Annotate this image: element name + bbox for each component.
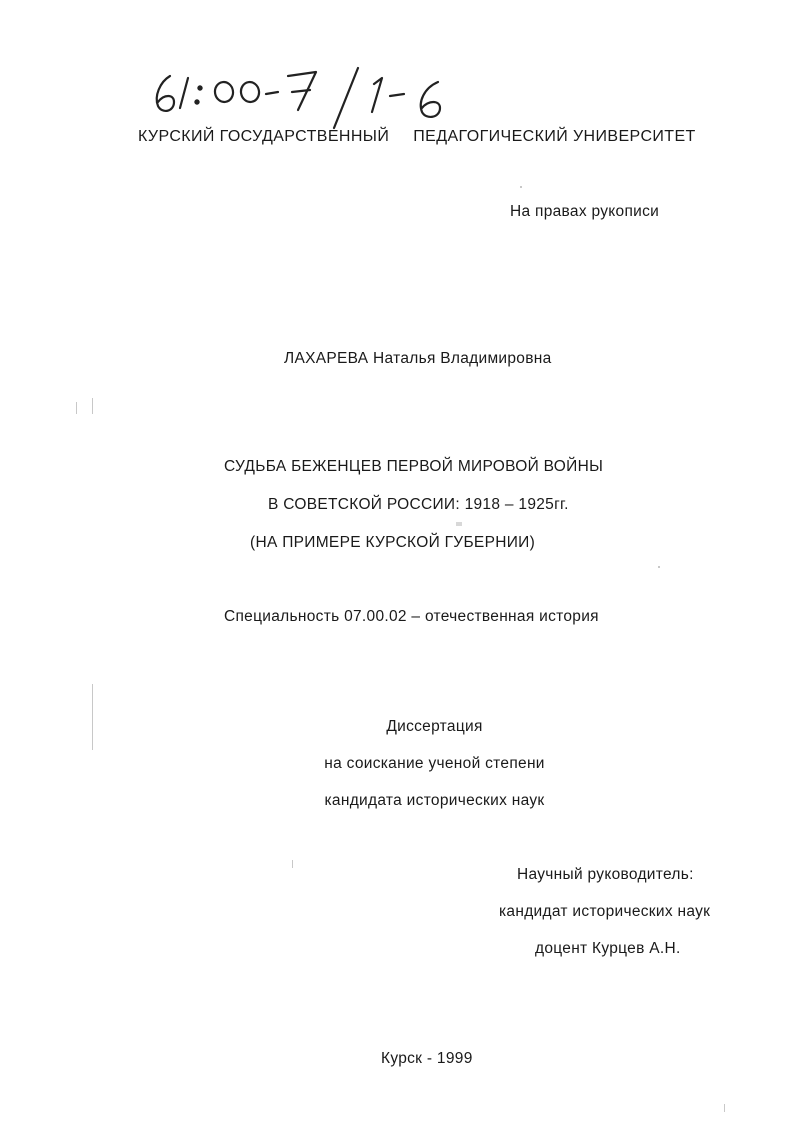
rights-note: На правах рукописи: [510, 203, 660, 220]
scan-speck: [92, 684, 93, 750]
title-line-1: СУДЬБА БЕЖЕНЦЕВ ПЕРВОЙ МИРОВОЙ ВОЙНЫ: [224, 458, 604, 475]
dissertation-line-2: на соискание ученой степени: [324, 755, 545, 772]
scan-speck: [724, 1104, 725, 1112]
supervisor-label: Научный руководитель:: [517, 866, 694, 883]
dissertation-line-1: Диссертация: [386, 718, 483, 735]
scan-speck: [658, 566, 660, 568]
institution-name: [138, 128, 696, 146]
supervisor-name: доцент Курцев А.Н.: [535, 940, 681, 957]
institution-name-part1: КУРСКИЙ ГОСУДАРСТВЕННЫЙ: [138, 128, 390, 145]
title-line-3: (НА ПРИМЕРЕ КУРСКОЙ ГУБЕРНИИ): [250, 534, 536, 551]
scan-speck: [92, 398, 93, 414]
author-name: ЛАХАРЕВА Наталья Владимировна: [284, 350, 552, 367]
scan-speck: [520, 186, 522, 188]
specialty: Специальность 07.00.02 – отечественная история: [224, 608, 599, 625]
dissertation-line-3: кандидата исторических наук: [324, 792, 545, 809]
scan-speck: [456, 522, 462, 526]
place-and-year: Курск - 1999: [381, 1050, 473, 1067]
scan-speck: [292, 860, 293, 868]
handwritten-archive-code: [148, 62, 468, 130]
supervisor-degree: кандидат исторических наук: [499, 903, 711, 920]
title-line-2: В СОВЕТСКОЙ РОССИИ: 1918 – 1925гг.: [268, 496, 569, 513]
scan-speck: [76, 402, 77, 414]
institution-name-part2: ПЕДАГОГИЧЕСКИЙ УНИВЕРСИТЕТ: [413, 128, 696, 145]
